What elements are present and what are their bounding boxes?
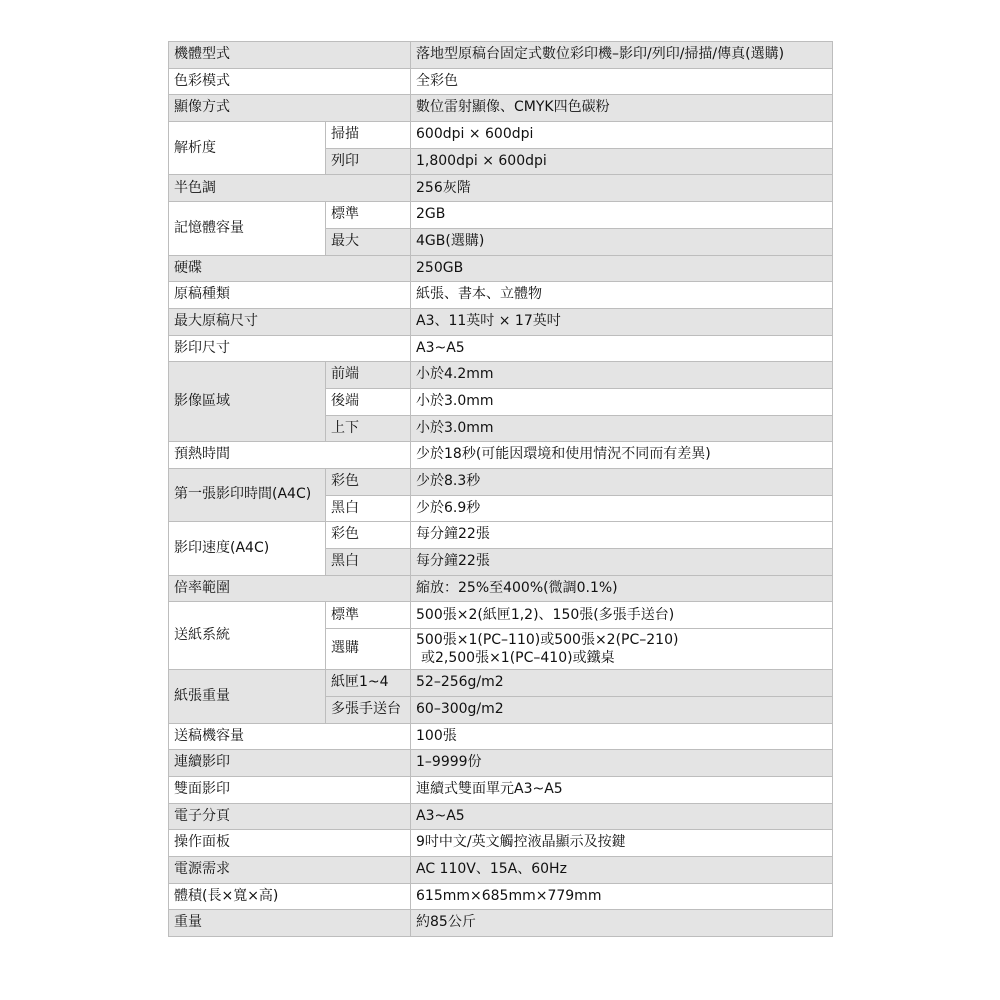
sub-label: 多張手送台 bbox=[326, 696, 411, 723]
table-row bbox=[169, 750, 833, 777]
table-row bbox=[169, 442, 833, 469]
row-label: 影印尺寸 bbox=[169, 335, 411, 362]
sub-label: 上下 bbox=[326, 415, 411, 442]
row-label: 操作面板 bbox=[169, 830, 411, 857]
row-value: 連續式雙面單元A3~A5 bbox=[411, 776, 833, 803]
row-value: 500張×2(紙匣1,2)、150張(多張手送台) bbox=[411, 602, 833, 629]
row-label: 原稿種類 bbox=[169, 282, 411, 309]
row-label: 送稿機容量 bbox=[169, 723, 411, 750]
sub-label: 列印 bbox=[326, 148, 411, 175]
table-row bbox=[169, 95, 833, 122]
row-value: 1,800dpi × 600dpi bbox=[411, 148, 833, 175]
row-label: 第一張影印時間(A4C) bbox=[169, 469, 326, 522]
row-value: 小於3.0mm bbox=[411, 415, 833, 442]
table-row bbox=[169, 856, 833, 883]
table-row bbox=[169, 335, 833, 362]
row-value: 約85公斤 bbox=[411, 910, 833, 937]
sub-label: 後端 bbox=[326, 388, 411, 415]
row-label: 雙面影印 bbox=[169, 776, 411, 803]
row-label: 預熱時間 bbox=[169, 442, 411, 469]
row-label: 紙張重量 bbox=[169, 670, 326, 723]
table-row bbox=[169, 602, 833, 629]
table-row bbox=[169, 469, 833, 496]
sub-label: 彩色 bbox=[326, 469, 411, 496]
row-label: 半色調 bbox=[169, 175, 411, 202]
sub-label: 標準 bbox=[326, 602, 411, 629]
table-row bbox=[169, 282, 833, 309]
row-value: 4GB(選購) bbox=[411, 228, 833, 255]
row-value: 每分鐘22張 bbox=[411, 522, 833, 549]
row-value: 100張 bbox=[411, 723, 833, 750]
sub-label: 彩色 bbox=[326, 522, 411, 549]
sub-label: 最大 bbox=[326, 228, 411, 255]
sub-label: 黑白 bbox=[326, 495, 411, 522]
row-value: A3~A5 bbox=[411, 803, 833, 830]
row-value: A3、11英吋 × 17英吋 bbox=[411, 308, 833, 335]
table-row bbox=[169, 830, 833, 857]
row-label: 硬碟 bbox=[169, 255, 411, 282]
sub-label: 紙匣1~4 bbox=[326, 670, 411, 697]
row-label: 重量 bbox=[169, 910, 411, 937]
row-label: 色彩模式 bbox=[169, 68, 411, 95]
row-label: 記憶體容量 bbox=[169, 202, 326, 255]
row-value: 2GB bbox=[411, 202, 833, 229]
row-value: 小於4.2mm bbox=[411, 362, 833, 389]
row-label: 影像區域 bbox=[169, 362, 326, 442]
table-row bbox=[169, 202, 833, 229]
row-value: 少於6.9秒 bbox=[411, 495, 833, 522]
table-row bbox=[169, 776, 833, 803]
row-value: 250GB bbox=[411, 255, 833, 282]
row-value: 小於3.0mm bbox=[411, 388, 833, 415]
sub-label: 黑白 bbox=[326, 549, 411, 576]
table-row bbox=[169, 575, 833, 602]
row-label: 顯像方式 bbox=[169, 95, 411, 122]
row-label: 連續影印 bbox=[169, 750, 411, 777]
table-row bbox=[169, 308, 833, 335]
table-row bbox=[169, 910, 833, 937]
table-row bbox=[169, 122, 833, 149]
table-row bbox=[169, 670, 833, 697]
row-value: 每分鐘22張 bbox=[411, 549, 833, 576]
value-line-1: 500張×1(PC–110)或500張×2(PC–210) bbox=[416, 631, 679, 648]
table-row bbox=[169, 68, 833, 95]
row-value: 9吋中文/英文觸控液晶顯示及按鍵 bbox=[411, 830, 833, 857]
table-row bbox=[169, 175, 833, 202]
row-value: 全彩色 bbox=[411, 68, 833, 95]
row-value: 少於18秒(可能因環境和使用情況不同而有差異) bbox=[411, 442, 833, 469]
table-row bbox=[169, 522, 833, 549]
table-row bbox=[169, 803, 833, 830]
row-value: 少於8.3秒 bbox=[411, 469, 833, 496]
row-value: AC 110V、15A、60Hz bbox=[411, 856, 833, 883]
row-value: 1–9999份 bbox=[411, 750, 833, 777]
row-label: 電源需求 bbox=[169, 856, 411, 883]
row-value: 600dpi × 600dpi bbox=[411, 122, 833, 149]
row-value bbox=[411, 629, 833, 670]
sub-label: 掃描 bbox=[326, 122, 411, 149]
row-value: 615mm×685mm×779mm bbox=[411, 883, 833, 910]
row-value: 256灰階 bbox=[411, 175, 833, 202]
row-value: 52–256g/m2 bbox=[411, 670, 833, 697]
table-row bbox=[169, 42, 833, 69]
sub-label: 前端 bbox=[326, 362, 411, 389]
table-row bbox=[169, 723, 833, 750]
table-row bbox=[169, 362, 833, 389]
row-value: 縮放：25%至400%(微調0.1%) bbox=[411, 575, 833, 602]
row-value: A3~A5 bbox=[411, 335, 833, 362]
row-label: 倍率範圍 bbox=[169, 575, 411, 602]
row-label: 解析度 bbox=[169, 122, 326, 175]
row-label: 電子分頁 bbox=[169, 803, 411, 830]
row-value: 數位雷射顯像、CMYK四色碳粉 bbox=[411, 95, 833, 122]
row-label: 送紙系統 bbox=[169, 602, 326, 670]
table-row bbox=[169, 255, 833, 282]
row-value: 紙張、書本、立體物 bbox=[411, 282, 833, 309]
row-label: 最大原稿尺寸 bbox=[169, 308, 411, 335]
row-label: 機體型式 bbox=[169, 42, 411, 69]
value-line-2: 或2,500張×1(PC–410)或鐵桌 bbox=[421, 650, 615, 667]
sub-label: 選購 bbox=[326, 629, 411, 670]
row-label: 影印速度(A4C) bbox=[169, 522, 326, 575]
row-value: 60–300g/m2 bbox=[411, 696, 833, 723]
row-value: 落地型原稿台固定式數位彩印機–影印/列印/掃描/傳真(選購) bbox=[411, 42, 833, 69]
row-label: 體積(長×寬×高) bbox=[169, 883, 411, 910]
table-row bbox=[169, 883, 833, 910]
spec-table bbox=[168, 41, 833, 937]
sub-label: 標準 bbox=[326, 202, 411, 229]
